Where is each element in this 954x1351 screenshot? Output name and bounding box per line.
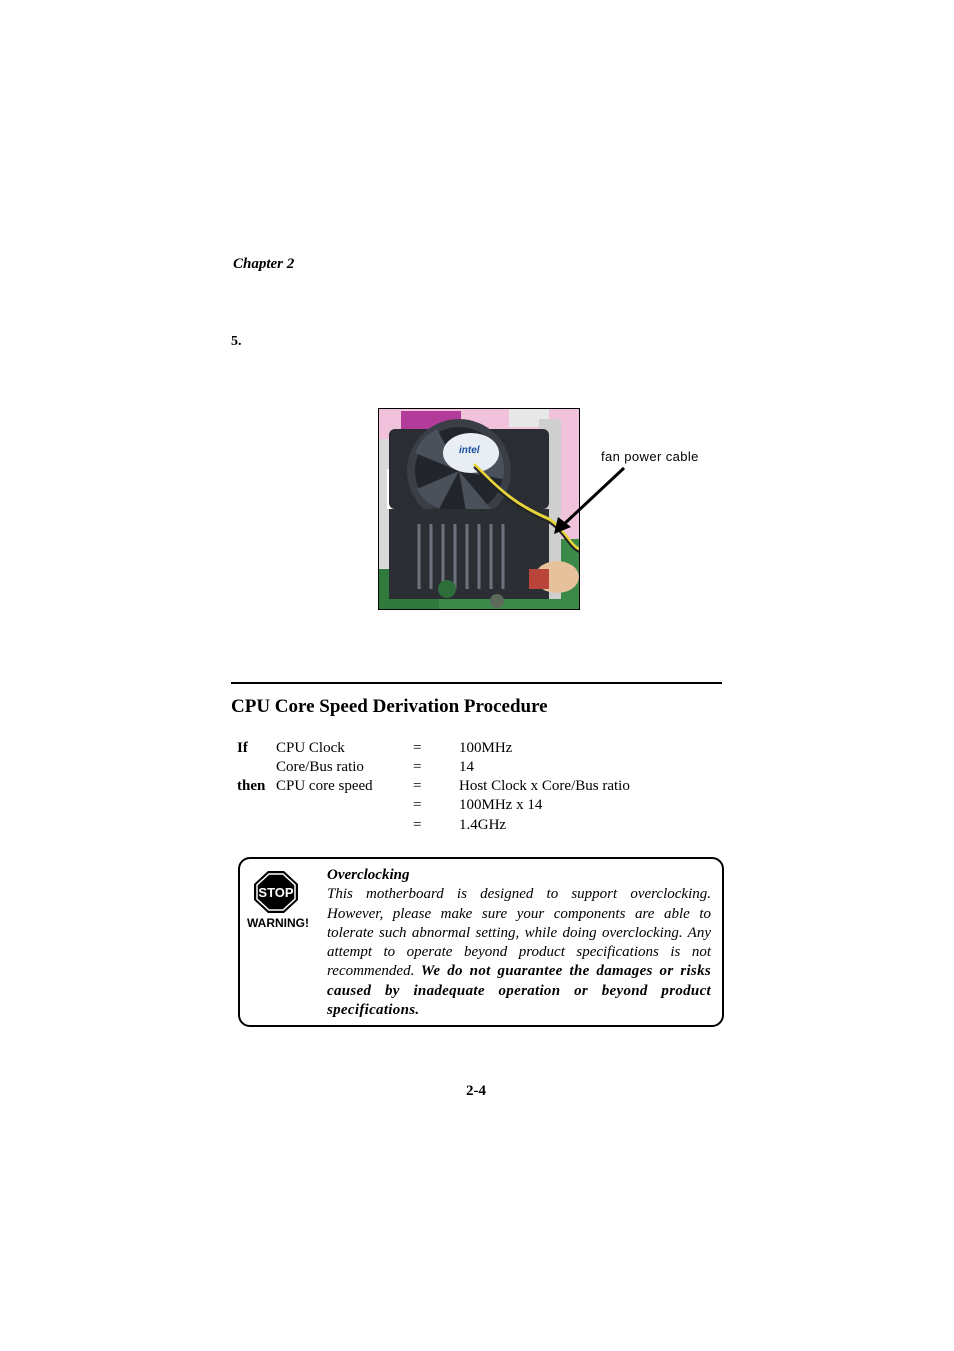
stop-sign-text: STOP	[258, 885, 294, 900]
formula-row: Core/Bus ratio = 14	[276, 759, 474, 775]
fan-cable-callout: fan power cable	[601, 449, 699, 464]
chapter-header: Chapter 2	[233, 256, 295, 272]
formula-row: If CPU Clock = 100MHz	[237, 740, 513, 756]
formula-row: then CPU core speed = Host Clock x Core/Bus ratio	[237, 778, 630, 794]
section-divider	[231, 682, 722, 684]
page-number: 2-4	[466, 1083, 486, 1099]
warning-body: This motherboard is designed to support overclocking. However, please make sure your components are able to tolerate such abnormal setting, while doing overclocking. Any attempt to operate beyond product specifications is not recommended.	[327, 886, 711, 980]
warning-title: Overclocking	[327, 867, 410, 883]
intel-logo: intel	[459, 445, 480, 456]
warning-label: WARNING!	[247, 916, 309, 930]
step-number: 5.	[231, 334, 242, 349]
warning-emphasis: We do not guarantee the damages or risks caused by inadequate operation or beyond product specifications.	[327, 963, 712, 1019]
formula-row: = 1.4GHz	[413, 817, 507, 833]
callout-arrow-icon	[540, 462, 640, 542]
stop-sign-icon	[253, 870, 299, 914]
warning-text	[327, 866, 711, 1020]
formula-row: = 100MHz x 14	[413, 797, 543, 813]
section-title: CPU Core Speed Derivation Procedure	[231, 696, 548, 717]
